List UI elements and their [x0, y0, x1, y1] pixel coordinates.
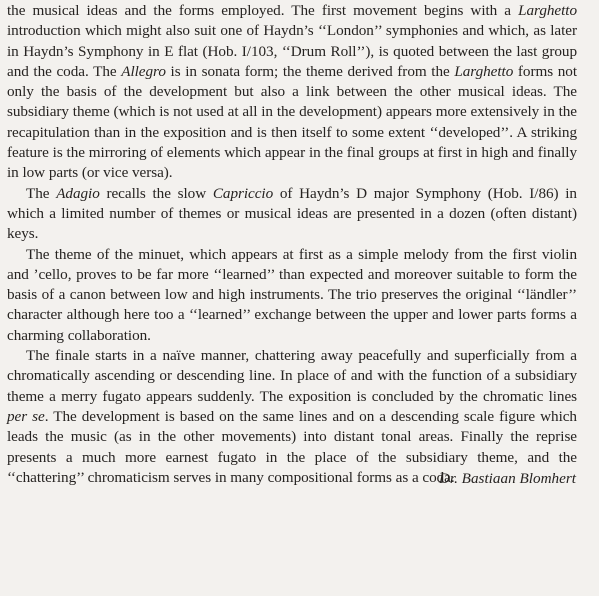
paragraph [7, 184, 577, 245]
italic-term: Adagio [56, 184, 100, 202]
author-signature: Dr. Bastiaan Blomhert [438, 470, 576, 487]
article-body [7, 1, 577, 488]
text-run: recalls the slow [99, 184, 213, 202]
italic-term: Larghetto [518, 2, 577, 19]
text-run: of Haydn’s D major Symphony (Hob. I/86) in which a limited number of themes or musical ideas are presented in a dozen (often distant) keys. [7, 184, 577, 243]
italic-term: Capriccio [212, 184, 274, 202]
italic-term: Larghetto [454, 62, 514, 80]
text-run: introduction which might also suit one of Haydn’s ‘‘London’’ symphonies and which, as later in Haydn’s Symphony in E flat (Hob. I/103, ‘‘Drum Roll’’), is quoted between the last group and the coda. The [7, 22, 577, 80]
text-run: The [26, 184, 57, 202]
text-run: is in sonata form; the theme derived from the [165, 62, 455, 80]
paragraph [7, 245, 577, 346]
italic-term: Allegro [121, 62, 166, 80]
text-run: The theme of the minuet, which appears at first as a simple melody from the first violin and ’cello, proves to be far more ‘‘learned’’ than expected and moreover suitable to form the basis of a canon between low and high instruments. The trio preserves the original ‘‘ländler’’ character although here too a ‘‘learned’’ exchange between the upper and lower parts forms a charming collaboration. [7, 245, 577, 344]
italic-term: per se [7, 407, 45, 425]
text-run: The finale starts in a naïve manner, chattering away peacefully and superficially from a chromatically ascending or descending line. In place of and with the function of a subsidiary theme a merry fugato appears suddenly. The exposition is concluded by the chromatic lines [7, 347, 577, 405]
text-run: the musical ideas and the forms employed. The first movement begins with a [7, 2, 519, 19]
paragraph [7, 346, 577, 488]
text-run: forms not only the basis of the development but also a link between the other musical ideas. The subsidiary theme (which is not used at all in the development) appears more extensively in the recapitulation than in the exposition and is then itself to some extent ‘‘developed’’. A striking feature is the mirroring of elements which appear in the final groups at first in high and finally in low parts (or vice versa). [7, 62, 577, 182]
text-run: . The development is based on the same lines and on a descending scale figure which leads the music (as in the other movements) into distant tonal areas. Finally the reprise presents a much more earnest fugato in the place of the subsidiary theme, and the ‘‘chattering’’ chromaticism serves in many compositional forms as a coda. [7, 407, 577, 486]
paragraph [7, 1, 577, 184]
